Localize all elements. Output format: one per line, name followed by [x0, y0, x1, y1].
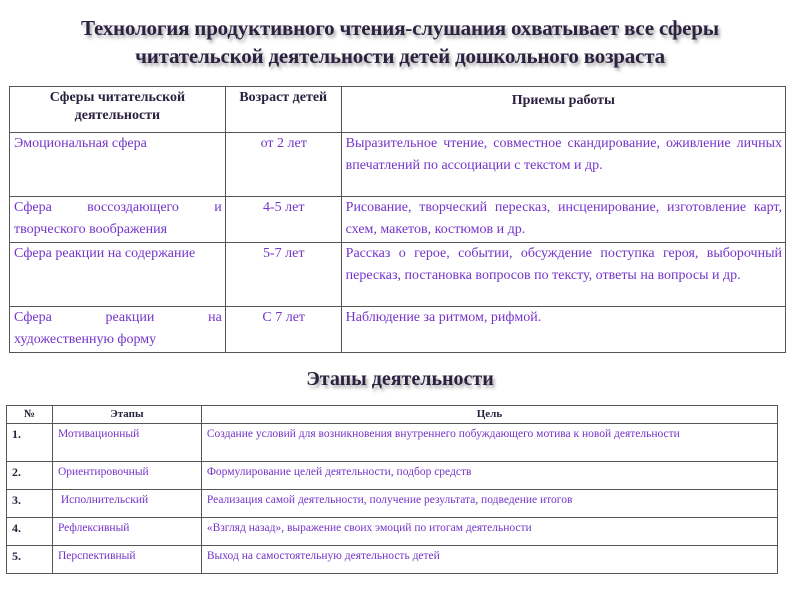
column-header-spheres: Сферы читательской деятельности: [10, 87, 226, 133]
age-cell: С 7 лет: [225, 307, 341, 353]
page-title: [0, 14, 800, 70]
stage-name-cell: Исполнительский: [52, 490, 201, 518]
table-row: [7, 546, 778, 574]
activity-stages-table: [6, 405, 778, 574]
age-cell: 4-5 лет: [225, 197, 341, 243]
table-row: [7, 462, 778, 490]
stage-number-cell: 1.: [7, 424, 53, 462]
column-header-methods: Приемы работы: [341, 87, 785, 133]
stage-name-cell: Перспективный: [52, 546, 201, 574]
stage-goal-cell: Формулирование целей деятельности, подбор средств: [201, 462, 777, 490]
stage-goal-cell: Создание условий для возникновения внутреннего побуждающего мотива к новой деятельности: [201, 424, 777, 462]
methods-cell: Наблюдение за ритмом, рифмой.: [341, 307, 785, 353]
table-row: [7, 424, 778, 462]
methods-cell: Выразительное чтение, совместное скандирование, оживление личных впечатлений по ассоциации с текстом и др.: [341, 133, 785, 197]
age-cell: от 2 лет: [225, 133, 341, 197]
sphere-cell: Сфера воссоздающего и творческого воображения: [10, 197, 226, 243]
methods-cell: Рисование, творческий пересказ, инсценирование, изготовление карт, схем, макетов, костюмов и др.: [341, 197, 785, 243]
column-header-stages: Этапы: [52, 406, 201, 424]
table-row: [10, 307, 786, 353]
stage-number-cell: 4.: [7, 518, 53, 546]
age-cell: 5-7 лет: [225, 243, 341, 307]
table-header-row: [7, 406, 778, 424]
column-header-goal: Цель: [201, 406, 777, 424]
stage-name-cell: Ориентировочный: [52, 462, 201, 490]
page-title-line-2: читательской деятельности детей дошкольного возраста: [135, 44, 665, 68]
stage-goal-cell: Реализация самой деятельности, получение результата, подведение итогов: [201, 490, 777, 518]
column-header-number: №: [7, 406, 53, 424]
sphere-cell: Сфера реакции на содержание: [10, 243, 226, 307]
stage-number-cell: 5.: [7, 546, 53, 574]
stage-number-cell: 2.: [7, 462, 53, 490]
stage-goal-cell: Выход на самостоятельную деятельность детей: [201, 546, 777, 574]
stage-goal-cell: «Взгляд назад», выражение своих эмоций по итогам деятельности: [201, 518, 777, 546]
sphere-cell: Сфера реакции на художественную форму: [10, 307, 226, 353]
sphere-cell: Эмоциональная сфера: [10, 133, 226, 197]
table-row: [7, 518, 778, 546]
methods-cell: Рассказ о герое, событии, обсуждение поступка героя, выборочный пересказ, постановка вопросов по тексту, ответы на вопросы и др.: [341, 243, 785, 307]
table-header-row: [10, 87, 786, 133]
column-header-age: Возраст детей: [225, 87, 341, 133]
table-row: [10, 243, 786, 307]
reading-spheres-table: [9, 86, 786, 353]
stage-name-cell: Мотивационный: [52, 424, 201, 462]
stage-number-cell: 3.: [7, 490, 53, 518]
page-title-line-1: Технология продуктивного чтения-слушания охватывает все сферы: [81, 16, 719, 40]
table-row: [7, 490, 778, 518]
table-row: [10, 133, 786, 197]
stage-name-cell: Рефлексивный: [52, 518, 201, 546]
table-row: [10, 197, 786, 243]
section-title: Этапы деятельности: [306, 368, 494, 390]
